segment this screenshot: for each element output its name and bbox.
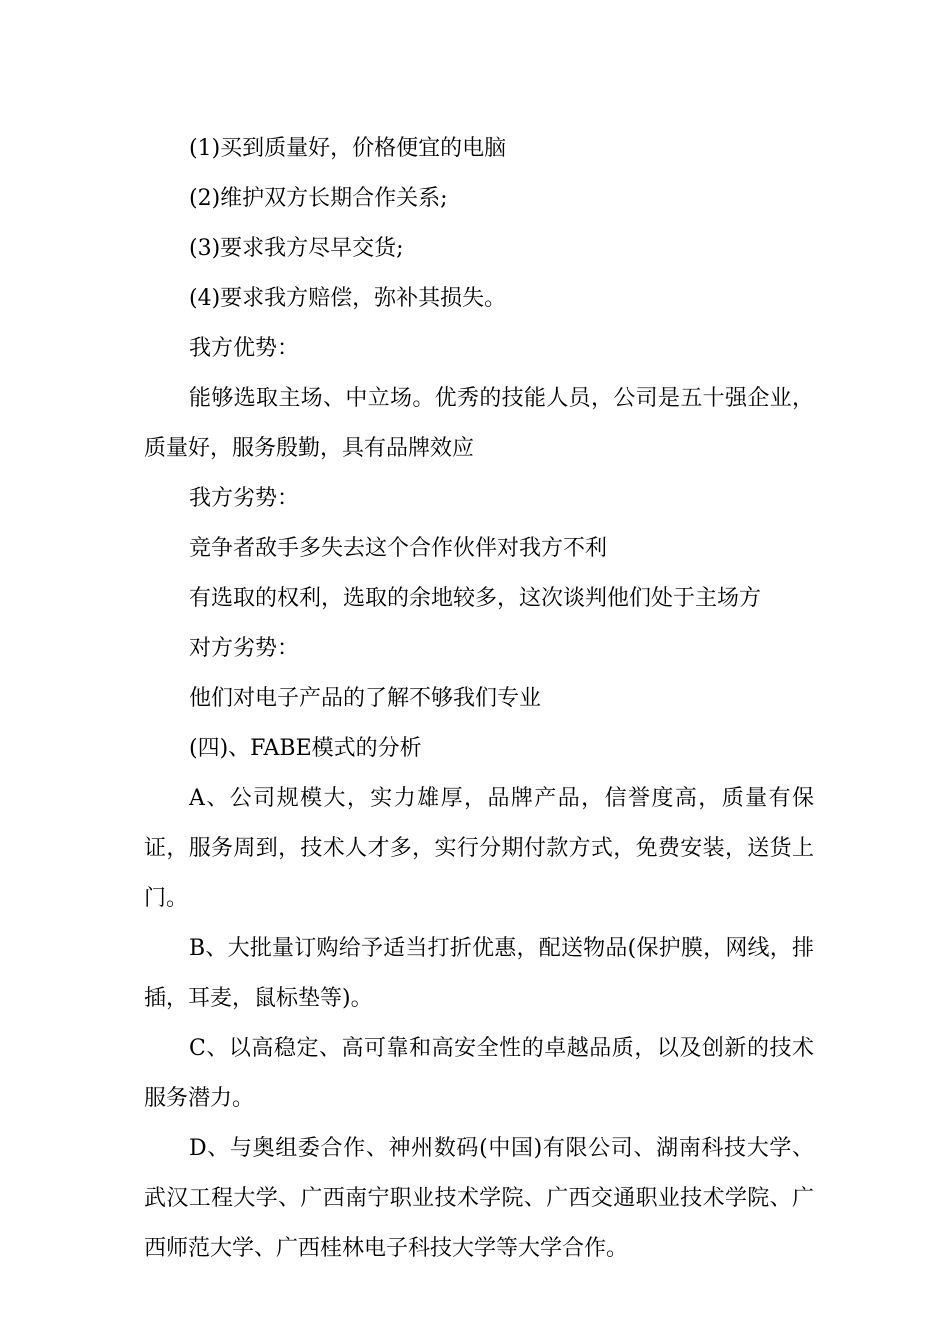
heading-our-advantages: 我方优势： [189, 336, 300, 361]
section-heading-fabe: (四)、FABE模式的分析 [189, 736, 422, 761]
document-body [144, 124, 814, 1274]
list-item-2: (2)维护双方长期合作关系; [189, 186, 448, 211]
list-item-1: (1)买到质量好，价格便宜的电脑 [189, 136, 507, 161]
list-item-4: (4)要求我方赔偿，弥补其损失。 [189, 286, 507, 311]
paragraph-our-advantages: 能够选取主场、中立场。优秀的技能人员，公司是五十强企业，质量好，服务殷勤，具有品牌效应 [144, 386, 814, 461]
paragraph-fabe-d: D、与奥组委合作、神州数码(中国)有限公司、湖南科技大学、武汉工程大学、广西南宁职业技术学院、广西交通职业技术学院、广西师范大学、广西桂林电子科技大学等大学合作。 [144, 1136, 814, 1261]
paragraph-their-disadvantages: 他们对电子产品的了解不够我们专业 [189, 686, 542, 711]
list-item-3: (3)要求我方尽早交货; [189, 236, 404, 261]
paragraph-our-disadvantages-2: 有选取的权利，选取的余地较多，这次谈判他们处于主场方 [189, 586, 762, 611]
paragraph-our-disadvantages-1: 竞争者敌手多失去这个合作伙伴对我方不利 [189, 536, 608, 561]
paragraph-fabe-a: A、公司规模大，实力雄厚，品牌产品，信誉度高，质量有保证，服务周到，技术人才多，实行分期付款方式，免费安装，送货上门。 [144, 786, 814, 911]
paragraph-fabe-b: B、大批量订购给予适当打折优惠，配送物品(保护膜，网线，排插，耳麦，鼠标垫等)。 [144, 936, 814, 1011]
heading-our-disadvantages: 我方劣势： [189, 486, 300, 511]
paragraph-fabe-c: C、以高稳定、高可靠和高安全性的卓越品质，以及创新的技术服务潜力。 [144, 1036, 814, 1111]
heading-their-disadvantages: 对方劣势： [189, 636, 300, 661]
